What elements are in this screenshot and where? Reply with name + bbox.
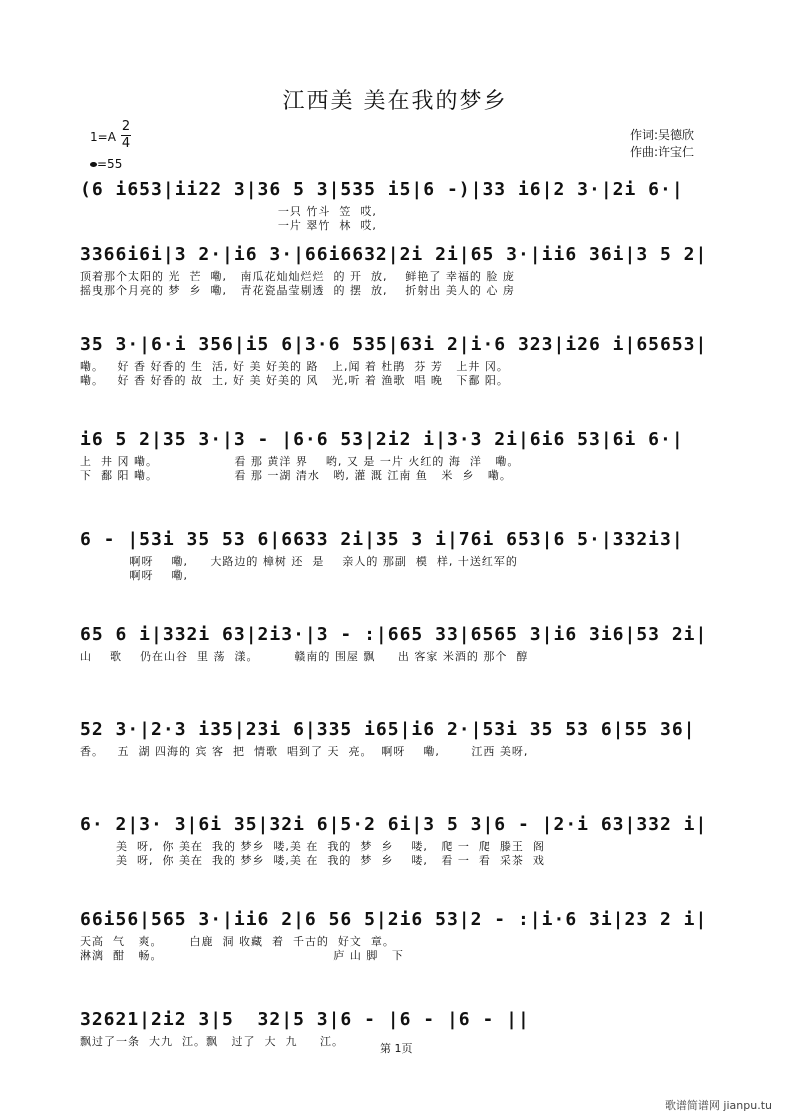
- lyric-line: 下 鄱 阳 嘞。 看 那 一湖 清水 哟, 灌 溉 江南 鱼 米 乡 嘞。: [80, 469, 512, 482]
- lyric-line: 嘞。 好 香 好香的 生 活, 好 美 好美的 路 上,闻 着 杜鹃 芬 芳 上井 冈。: [80, 360, 509, 373]
- lyric-line: 一片 翠竹 林 哎,: [80, 219, 377, 232]
- watermark: 歌谱简谱网 jianpu.tu: [664, 1099, 772, 1112]
- lyric-line: 啊呀 嘞, 大路边的 樟树 还 是 亲人的 那副 模 样, 十送红军的: [80, 555, 518, 568]
- lyric-line: 上 井 冈 嘞。 看 那 黄洋 界 哟, 又 是 一片 火红的 海 洋 嘞。: [80, 455, 520, 468]
- notation-line: 65 6 i|332i 63|2i3·|3 - :|665 33|6565 3|i6 3i6|53 2i|: [80, 624, 708, 645]
- notation-line: 6 - |53i 35 53 6|6633 2i|35 3 i|76i 653|6 5·|332i3|: [80, 529, 684, 550]
- staff-line: [80, 330, 730, 388]
- lyric-line: 飘过了一条 大九 江。飘 过了 大 九 江。: [80, 1035, 344, 1048]
- meter-bottom: 4: [121, 136, 131, 151]
- lyric-line: 顶着那个太阳的 光 芒 嘞, 南瓜花灿灿烂烂 的 开 放, 鲜艳了 幸福的 脸 庞: [80, 270, 515, 283]
- notation-line: i6 5 2|35 3·|3 - |6·6 53|2i2 i|3·3 2i|6i6 53|6i 6·|: [80, 429, 684, 450]
- lyric-line: 啊呀 嘞,: [80, 569, 188, 582]
- lyric-line: 香。 五 湖 四海的 宾 客 把 情歌 唱到了 天 亮。 啊呀 嘞, 江西 美呀,: [80, 745, 529, 758]
- tempo-value: =55: [97, 157, 123, 171]
- staff-line: [80, 620, 730, 664]
- lyric-line: 美 呀, 你 美在 我的 梦乡 喽,美 在 我的 梦 乡 喽, 爬 一 爬 滕王 阁: [80, 840, 545, 853]
- composer: 作曲:许宝仁: [630, 145, 695, 159]
- lyric-line: 美 呀, 你 美在 我的 梦乡 喽,美 在 我的 梦 乡 喽, 看 一 看 采茶 戏: [80, 854, 545, 867]
- staff-line: [80, 240, 730, 298]
- page-number: 第 1页: [380, 1042, 413, 1055]
- lyric-line: 摇曳那个月亮的 梦 乡 嘞, 青花瓷晶莹剔透 的 摆 放, 折射出 美人的 心 房: [80, 284, 515, 297]
- staff-line: [80, 715, 730, 759]
- staff-line: [80, 525, 730, 583]
- lyric-line: 嘞。 好 香 好香的 故 土, 好 美 好美的 风 光,听 着 渔歌 唱 晚 下鄱 阳。: [80, 374, 509, 387]
- notation-line: 35 3·|6·i 356|i5 6|3·6 535|63i 2|i·6 323|i26 i|65653|: [80, 334, 708, 355]
- quarter-note-icon: [90, 162, 97, 167]
- credits: [630, 127, 694, 161]
- tempo-marking: [90, 157, 122, 171]
- staff-line: [80, 905, 730, 963]
- staff-line: [80, 810, 730, 868]
- notation-line: 66i56|565 3·|ii6 2|6 56 5|2i6 53|2 - :|i·6 3i|23 2 i|: [80, 909, 708, 930]
- lyric-line: 天高 气 爽。 白鹿 洞 收藏 着 千古的 好文 章。: [80, 935, 395, 948]
- lyricist: 作词:吴德欣: [630, 128, 695, 142]
- notation-line: 32621|2i2 3|5 32|5 3|6 - |6 - |6 - ||: [80, 1009, 530, 1030]
- staff-line: [80, 175, 730, 233]
- key-signature: 1=A: [90, 130, 116, 144]
- notation-line: 6· 2|3· 3|6i 35|32i 6|5·2 6i|3 5 3|6 - |2·i 63|332 i|: [80, 814, 708, 835]
- lyric-line: 淋漓 酣 畅。 庐 山 脚 下: [80, 949, 404, 962]
- staff-line: [80, 425, 730, 483]
- time-signature: [121, 120, 131, 151]
- meter-top: 2: [121, 119, 131, 134]
- notation-line: 52 3·|2·3 i35|23i 6|335 i65|i6 2·|53i 35 53 6|55 36|: [80, 719, 696, 740]
- notation-line: 3366i6i|3 2·|i6 3·|66i6632|2i 2i|65 3·|ii6 36i|3 5 2|: [80, 244, 708, 265]
- lyric-line: 山 歌 仍在山谷 里 荡 漾。 赣南的 围屋 飘 出 客家 米酒的 那个 醇: [80, 650, 529, 663]
- page-title: 江西美 美在我的梦乡: [282, 89, 508, 114]
- lyric-line: 一只 竹斗 笠 哎,: [80, 205, 377, 218]
- notation-line: (6 i653|ii22 3|36 5 3|535 i5|6 -)|33 i6|2 3·|2i 6·|: [80, 179, 684, 200]
